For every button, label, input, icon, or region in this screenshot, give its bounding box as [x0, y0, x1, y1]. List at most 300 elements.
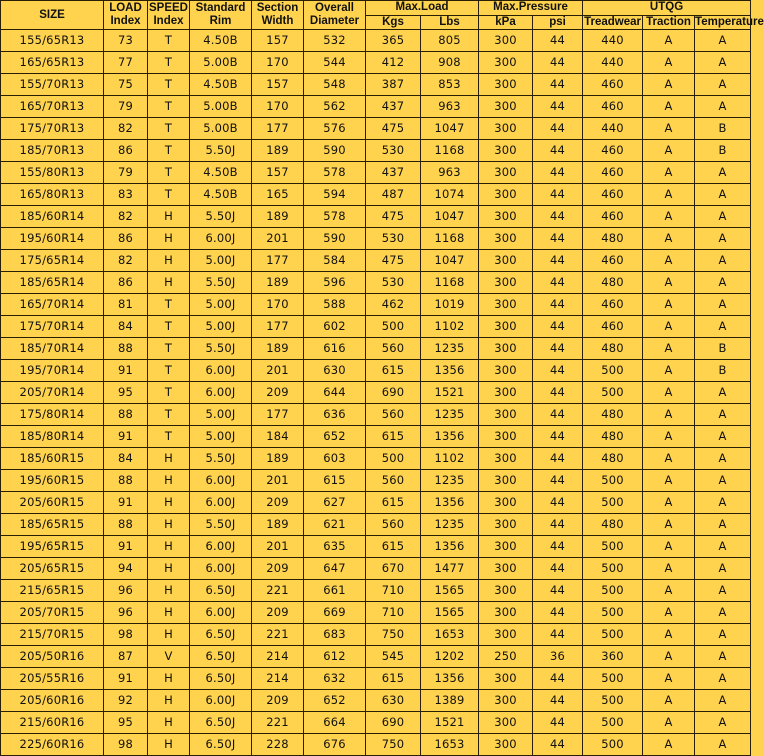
treadwear-cell: 480: [583, 228, 643, 250]
load-index-cell: 81: [104, 294, 148, 316]
traction-cell: A: [643, 404, 695, 426]
traction-cell: A: [643, 734, 695, 756]
max-pressure-psi-cell: 44: [533, 338, 583, 360]
treadwear-cell: 480: [583, 338, 643, 360]
overall-diameter-cell: 594: [304, 184, 366, 206]
overall-diameter-cell: 669: [304, 602, 366, 624]
max-pressure-kpa-cell: 300: [479, 338, 533, 360]
max-load-kgs-cell: 560: [366, 470, 421, 492]
max-pressure-psi-cell: 44: [533, 492, 583, 514]
load-index-cell: 84: [104, 316, 148, 338]
max-load-kgs-cell: 475: [366, 118, 421, 140]
temperature-cell: A: [695, 492, 751, 514]
size-cell: 175/70R13: [1, 118, 104, 140]
treadwear-cell: 500: [583, 536, 643, 558]
standard-rim-cell: 4.50B: [190, 184, 252, 206]
size-cell: 175/65R14: [1, 250, 104, 272]
load-index-cell: 86: [104, 272, 148, 294]
header-temperature: Temperature: [695, 15, 764, 28]
size-cell: 205/60R16: [1, 690, 104, 712]
temperature-cell: A: [695, 96, 751, 118]
traction-cell: A: [643, 74, 695, 96]
overall-diameter-cell: 548: [304, 74, 366, 96]
size-cell: 205/70R15: [1, 602, 104, 624]
standard-rim-cell: 6.00J: [190, 558, 252, 580]
header-traction: Traction: [643, 15, 695, 30]
treadwear-cell: 500: [583, 580, 643, 602]
load-index-cell: 82: [104, 206, 148, 228]
speed-index-cell: T: [148, 140, 190, 162]
max-load-kgs-cell: 690: [366, 712, 421, 734]
load-index-cell: 96: [104, 602, 148, 624]
header-size: SIZE: [1, 1, 104, 30]
max-load-kgs-cell: 530: [366, 272, 421, 294]
max-load-lbs-cell: 1235: [421, 338, 479, 360]
standard-rim-cell: 6.00J: [190, 228, 252, 250]
load-index-cell: 91: [104, 668, 148, 690]
treadwear-cell: 440: [583, 118, 643, 140]
max-load-lbs-cell: 963: [421, 96, 479, 118]
speed-index-cell: T: [148, 74, 190, 96]
overall-diameter-cell: 652: [304, 690, 366, 712]
max-load-kgs-cell: 412: [366, 52, 421, 74]
standard-rim-cell: 4.50B: [190, 30, 252, 52]
traction-cell: A: [643, 426, 695, 448]
max-pressure-kpa-cell: 300: [479, 470, 533, 492]
temperature-cell: A: [695, 536, 751, 558]
overall-diameter-cell: 636: [304, 404, 366, 426]
max-load-lbs-cell: 805: [421, 30, 479, 52]
max-pressure-psi-cell: 44: [533, 162, 583, 184]
max-load-kgs-cell: 750: [366, 624, 421, 646]
temperature-cell: A: [695, 52, 751, 74]
load-index-cell: 96: [104, 580, 148, 602]
treadwear-cell: 500: [583, 668, 643, 690]
table-row: [1, 382, 751, 404]
traction-cell: A: [643, 646, 695, 668]
max-load-lbs-cell: 1477: [421, 558, 479, 580]
traction-cell: A: [643, 690, 695, 712]
section-width-cell: 189: [252, 338, 304, 360]
section-width-cell: 177: [252, 118, 304, 140]
temperature-cell: A: [695, 206, 751, 228]
max-load-lbs-cell: 1047: [421, 206, 479, 228]
traction-cell: A: [643, 30, 695, 52]
standard-rim-cell: 6.50J: [190, 624, 252, 646]
max-pressure-kpa-cell: 300: [479, 690, 533, 712]
load-index-cell: 83: [104, 184, 148, 206]
size-cell: 195/65R15: [1, 536, 104, 558]
treadwear-cell: 440: [583, 52, 643, 74]
table-row: [1, 162, 751, 184]
header-max-pressure: Max.Pressure: [479, 1, 583, 16]
size-cell: 165/70R13: [1, 96, 104, 118]
traction-cell: A: [643, 338, 695, 360]
section-width-cell: 177: [252, 250, 304, 272]
section-width-cell: 221: [252, 712, 304, 734]
load-index-cell: 91: [104, 360, 148, 382]
section-width-cell: 189: [252, 140, 304, 162]
max-load-lbs-cell: 1047: [421, 118, 479, 140]
max-pressure-kpa-cell: 300: [479, 272, 533, 294]
max-pressure-psi-cell: 44: [533, 30, 583, 52]
size-cell: 205/70R14: [1, 382, 104, 404]
table-row: [1, 272, 751, 294]
header-section-width-line2: Width: [261, 15, 294, 27]
max-pressure-psi-cell: 36: [533, 646, 583, 668]
treadwear-cell: 480: [583, 514, 643, 536]
overall-diameter-cell: 590: [304, 228, 366, 250]
speed-index-cell: H: [148, 272, 190, 294]
temperature-cell: A: [695, 184, 751, 206]
treadwear-cell: 500: [583, 624, 643, 646]
temperature-cell: A: [695, 228, 751, 250]
load-index-cell: 95: [104, 382, 148, 404]
table-row: [1, 338, 751, 360]
max-pressure-kpa-cell: 300: [479, 536, 533, 558]
max-pressure-kpa-cell: 300: [479, 448, 533, 470]
standard-rim-cell: 5.50J: [190, 338, 252, 360]
section-width-cell: 170: [252, 96, 304, 118]
size-cell: 185/60R15: [1, 448, 104, 470]
speed-index-cell: T: [148, 404, 190, 426]
max-pressure-psi-cell: 44: [533, 668, 583, 690]
speed-index-cell: H: [148, 668, 190, 690]
load-index-cell: 77: [104, 52, 148, 74]
size-cell: 175/70R14: [1, 316, 104, 338]
max-pressure-kpa-cell: 300: [479, 558, 533, 580]
speed-index-cell: H: [148, 470, 190, 492]
section-width-cell: 214: [252, 668, 304, 690]
header-section-width: [252, 1, 304, 30]
table-row: [1, 206, 751, 228]
max-load-kgs-cell: 437: [366, 162, 421, 184]
max-load-lbs-cell: 1389: [421, 690, 479, 712]
header-load-index: [104, 1, 148, 30]
max-pressure-psi-cell: 44: [533, 206, 583, 228]
max-pressure-psi-cell: 44: [533, 74, 583, 96]
traction-cell: A: [643, 228, 695, 250]
max-load-kgs-cell: 690: [366, 382, 421, 404]
max-pressure-psi-cell: 44: [533, 250, 583, 272]
header-speed-index-line1: SPEED: [149, 2, 188, 14]
max-pressure-psi-cell: 44: [533, 514, 583, 536]
max-pressure-kpa-cell: 300: [479, 228, 533, 250]
max-load-kgs-cell: 670: [366, 558, 421, 580]
temperature-cell: A: [695, 470, 751, 492]
max-pressure-kpa-cell: 300: [479, 30, 533, 52]
overall-diameter-cell: 647: [304, 558, 366, 580]
size-cell: 205/55R16: [1, 668, 104, 690]
standard-rim-cell: 6.50J: [190, 646, 252, 668]
temperature-cell: A: [695, 316, 751, 338]
max-pressure-psi-cell: 44: [533, 602, 583, 624]
temperature-cell: A: [695, 646, 751, 668]
size-cell: 205/50R16: [1, 646, 104, 668]
header-standard-rim-line1: Standard: [195, 2, 246, 14]
section-width-cell: 165: [252, 184, 304, 206]
standard-rim-cell: 6.50J: [190, 580, 252, 602]
section-width-cell: 201: [252, 228, 304, 250]
max-load-kgs-cell: 560: [366, 404, 421, 426]
overall-diameter-cell: 627: [304, 492, 366, 514]
table-row: [1, 52, 751, 74]
max-pressure-kpa-cell: 300: [479, 184, 533, 206]
table-row: [1, 470, 751, 492]
size-cell: 195/60R14: [1, 228, 104, 250]
max-load-lbs-cell: 1521: [421, 382, 479, 404]
speed-index-cell: T: [148, 96, 190, 118]
max-pressure-kpa-cell: 300: [479, 624, 533, 646]
overall-diameter-cell: 621: [304, 514, 366, 536]
max-pressure-psi-cell: 44: [533, 294, 583, 316]
max-pressure-kpa-cell: 300: [479, 426, 533, 448]
size-cell: 185/65R15: [1, 514, 104, 536]
table-row: [1, 668, 751, 690]
header-utqg: UTQG: [583, 1, 751, 16]
max-pressure-kpa-cell: 250: [479, 646, 533, 668]
table-row: [1, 118, 751, 140]
section-width-cell: 157: [252, 162, 304, 184]
table-row: [1, 580, 751, 602]
size-cell: 185/60R14: [1, 206, 104, 228]
header-max-load-kgs: Kgs: [366, 15, 421, 30]
speed-index-cell: H: [148, 712, 190, 734]
overall-diameter-cell: 644: [304, 382, 366, 404]
speed-index-cell: H: [148, 734, 190, 756]
load-index-cell: 88: [104, 514, 148, 536]
traction-cell: A: [643, 316, 695, 338]
max-pressure-psi-cell: 44: [533, 360, 583, 382]
max-load-kgs-cell: 615: [366, 536, 421, 558]
traction-cell: A: [643, 206, 695, 228]
temperature-cell: A: [695, 514, 751, 536]
load-index-cell: 95: [104, 712, 148, 734]
traction-cell: A: [643, 360, 695, 382]
section-width-cell: 157: [252, 30, 304, 52]
max-load-kgs-cell: 615: [366, 668, 421, 690]
treadwear-cell: 460: [583, 184, 643, 206]
speed-index-cell: T: [148, 184, 190, 206]
load-index-cell: 79: [104, 162, 148, 184]
max-load-lbs-cell: 1019: [421, 294, 479, 316]
section-width-cell: 221: [252, 580, 304, 602]
standard-rim-cell: 5.00J: [190, 250, 252, 272]
overall-diameter-cell: 562: [304, 96, 366, 118]
section-width-cell: 214: [252, 646, 304, 668]
load-index-cell: 91: [104, 536, 148, 558]
size-cell: 175/80R14: [1, 404, 104, 426]
temperature-cell: A: [695, 558, 751, 580]
table-row: [1, 514, 751, 536]
table-row: [1, 140, 751, 162]
treadwear-cell: 460: [583, 206, 643, 228]
max-pressure-kpa-cell: 300: [479, 316, 533, 338]
max-pressure-psi-cell: 44: [533, 470, 583, 492]
traction-cell: A: [643, 272, 695, 294]
table-row: [1, 492, 751, 514]
treadwear-cell: 500: [583, 382, 643, 404]
max-pressure-kpa-cell: 300: [479, 382, 533, 404]
section-width-cell: 209: [252, 558, 304, 580]
max-load-kgs-cell: 500: [366, 448, 421, 470]
traction-cell: A: [643, 580, 695, 602]
treadwear-cell: 460: [583, 294, 643, 316]
speed-index-cell: T: [148, 426, 190, 448]
max-pressure-psi-cell: 44: [533, 404, 583, 426]
max-pressure-kpa-cell: 300: [479, 96, 533, 118]
max-pressure-kpa-cell: 300: [479, 360, 533, 382]
header-load-index-line1: LOAD: [109, 2, 142, 14]
max-pressure-kpa-cell: 300: [479, 712, 533, 734]
standard-rim-cell: 4.50B: [190, 162, 252, 184]
max-load-kgs-cell: 560: [366, 514, 421, 536]
max-load-lbs-cell: 1235: [421, 404, 479, 426]
max-load-kgs-cell: 615: [366, 492, 421, 514]
header-standard-rim: [190, 1, 252, 30]
max-load-kgs-cell: 530: [366, 140, 421, 162]
max-pressure-psi-cell: 44: [533, 734, 583, 756]
temperature-cell: A: [695, 404, 751, 426]
speed-index-cell: H: [148, 558, 190, 580]
max-pressure-kpa-cell: 300: [479, 294, 533, 316]
treadwear-cell: 480: [583, 272, 643, 294]
max-pressure-kpa-cell: 300: [479, 492, 533, 514]
max-pressure-psi-cell: 44: [533, 712, 583, 734]
size-cell: 195/70R14: [1, 360, 104, 382]
max-load-lbs-cell: 1653: [421, 734, 479, 756]
max-load-kgs-cell: 530: [366, 228, 421, 250]
temperature-cell: A: [695, 668, 751, 690]
max-pressure-psi-cell: 44: [533, 536, 583, 558]
header-max-load: Max.Load: [366, 1, 479, 16]
table-row: [1, 360, 751, 382]
max-load-kgs-cell: 615: [366, 360, 421, 382]
temperature-cell: A: [695, 294, 751, 316]
overall-diameter-cell: 590: [304, 140, 366, 162]
size-cell: 155/65R13: [1, 30, 104, 52]
speed-index-cell: H: [148, 690, 190, 712]
overall-diameter-cell: 652: [304, 426, 366, 448]
overall-diameter-cell: 584: [304, 250, 366, 272]
header-section-width-line1: Section: [256, 2, 299, 14]
max-load-kgs-cell: 475: [366, 206, 421, 228]
max-pressure-kpa-cell: 300: [479, 580, 533, 602]
section-width-cell: 201: [252, 360, 304, 382]
traction-cell: A: [643, 536, 695, 558]
section-width-cell: 177: [252, 404, 304, 426]
max-load-lbs-cell: 1356: [421, 492, 479, 514]
max-load-lbs-cell: 1102: [421, 448, 479, 470]
temperature-cell: A: [695, 734, 751, 756]
standard-rim-cell: 5.00B: [190, 96, 252, 118]
max-pressure-psi-cell: 44: [533, 448, 583, 470]
overall-diameter-cell: 630: [304, 360, 366, 382]
standard-rim-cell: 4.50B: [190, 74, 252, 96]
max-pressure-kpa-cell: 300: [479, 52, 533, 74]
size-cell: 205/65R15: [1, 558, 104, 580]
header-treadwear: Treadwear: [584, 15, 641, 28]
max-pressure-psi-cell: 44: [533, 558, 583, 580]
max-load-kgs-cell: 615: [366, 426, 421, 448]
table-row: [1, 624, 751, 646]
standard-rim-cell: 5.50J: [190, 140, 252, 162]
max-load-kgs-cell: 560: [366, 338, 421, 360]
traction-cell: A: [643, 492, 695, 514]
traction-cell: A: [643, 668, 695, 690]
treadwear-cell: 460: [583, 140, 643, 162]
max-load-kgs-cell: 365: [366, 30, 421, 52]
treadwear-cell: 460: [583, 96, 643, 118]
section-width-cell: 209: [252, 382, 304, 404]
temperature-cell: A: [695, 74, 751, 96]
standard-rim-cell: 6.50J: [190, 712, 252, 734]
size-cell: 215/70R15: [1, 624, 104, 646]
max-load-kgs-cell: 437: [366, 96, 421, 118]
max-pressure-kpa-cell: 300: [479, 206, 533, 228]
standard-rim-cell: 5.50J: [190, 514, 252, 536]
max-load-lbs-cell: 1202: [421, 646, 479, 668]
traction-cell: A: [643, 250, 695, 272]
speed-index-cell: T: [148, 52, 190, 74]
max-load-kgs-cell: 710: [366, 580, 421, 602]
max-pressure-psi-cell: 44: [533, 316, 583, 338]
traction-cell: A: [643, 382, 695, 404]
size-cell: 195/60R15: [1, 470, 104, 492]
load-index-cell: 88: [104, 470, 148, 492]
size-cell: 225/60R16: [1, 734, 104, 756]
traction-cell: A: [643, 184, 695, 206]
speed-index-cell: H: [148, 228, 190, 250]
overall-diameter-cell: 676: [304, 734, 366, 756]
speed-index-cell: H: [148, 624, 190, 646]
size-cell: 215/60R16: [1, 712, 104, 734]
speed-index-cell: H: [148, 580, 190, 602]
overall-diameter-cell: 683: [304, 624, 366, 646]
max-pressure-kpa-cell: 300: [479, 734, 533, 756]
traction-cell: A: [643, 162, 695, 184]
temperature-cell: A: [695, 690, 751, 712]
table-row: [1, 74, 751, 96]
treadwear-cell: 500: [583, 470, 643, 492]
max-load-kgs-cell: 710: [366, 602, 421, 624]
load-index-cell: 92: [104, 690, 148, 712]
section-width-cell: 189: [252, 272, 304, 294]
overall-diameter-cell: 612: [304, 646, 366, 668]
treadwear-cell: 460: [583, 162, 643, 184]
standard-rim-cell: 5.50J: [190, 448, 252, 470]
standard-rim-cell: 5.00J: [190, 426, 252, 448]
speed-index-cell: H: [148, 206, 190, 228]
max-load-lbs-cell: 1356: [421, 536, 479, 558]
max-pressure-psi-cell: 44: [533, 580, 583, 602]
max-load-lbs-cell: 1102: [421, 316, 479, 338]
max-pressure-kpa-cell: 300: [479, 118, 533, 140]
load-index-cell: 86: [104, 140, 148, 162]
load-index-cell: 87: [104, 646, 148, 668]
traction-cell: A: [643, 118, 695, 140]
speed-index-cell: H: [148, 514, 190, 536]
temperature-cell: A: [695, 602, 751, 624]
standard-rim-cell: 5.00B: [190, 52, 252, 74]
speed-index-cell: H: [148, 448, 190, 470]
max-pressure-kpa-cell: 300: [479, 74, 533, 96]
overall-diameter-cell: 664: [304, 712, 366, 734]
overall-diameter-cell: 661: [304, 580, 366, 602]
speed-index-cell: T: [148, 338, 190, 360]
speed-index-cell: T: [148, 316, 190, 338]
speed-index-cell: T: [148, 162, 190, 184]
